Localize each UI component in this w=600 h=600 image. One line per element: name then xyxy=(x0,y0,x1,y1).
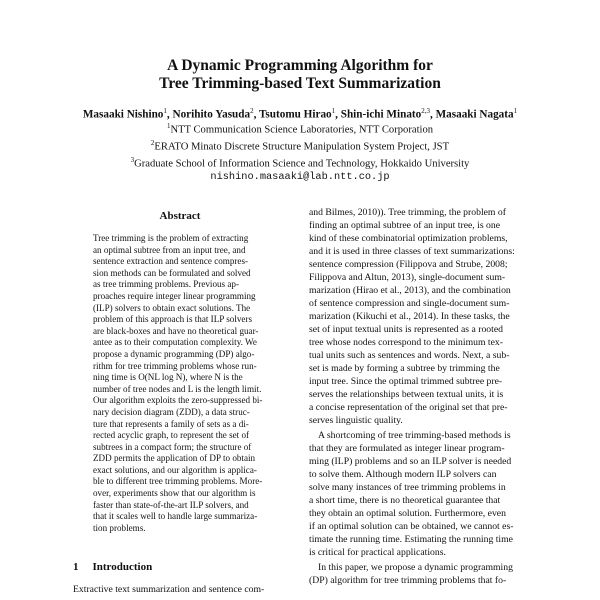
section-title: Introduction xyxy=(92,561,153,573)
affiliation-mark: 1 xyxy=(166,122,171,130)
abstract-line: over, experiments show that our algorithm is xyxy=(93,488,256,499)
body-line: sentence compression (Filippova and Strube, 2008; xyxy=(309,259,508,270)
abstract-line: ble to different tree trimming problems. More- xyxy=(93,476,263,487)
title-line-2: Tree Trimming-based Text Summarization xyxy=(159,75,441,92)
abstract-line: an optimal subtree from an input tree, and xyxy=(93,244,246,255)
body-line: set of input textual units is represented as a rooted xyxy=(309,324,503,335)
author-name: Shin-ichi Minato xyxy=(340,108,422,121)
body-line: tual units such as sentences and words. Next, a sub- xyxy=(309,350,510,361)
affiliation-list xyxy=(30,120,570,185)
abstract-line: exact solutions, and our algorithm is applica- xyxy=(93,464,257,475)
body-line: serves linguistic quality. xyxy=(309,415,403,426)
author-list: Masaaki Nishino$^1$, Norihito Yasuda$^2$, Tsutomu Hirao$^1$, Shin-ichi Minato$^{2,3}$, Masaaki Nagata$^1$ xyxy=(82,107,518,121)
affiliation xyxy=(30,154,570,171)
abstract-line: faster than state-of-the-art ILP solvers, and xyxy=(93,499,249,510)
abstract-line: (ILP) solvers to obtain exact solutions. The xyxy=(93,302,251,313)
affiliation-mark: 3 xyxy=(130,156,135,165)
body-line: serves the relationships between textual units, it is xyxy=(309,389,504,400)
abstract-line: as tree trimming problems. Previous ap- xyxy=(93,279,239,290)
body-line: and it is used in three classes of text summarizations: xyxy=(309,246,515,257)
author-affiliation-mark: 1 xyxy=(163,107,167,115)
author-affiliation-mark: 1 xyxy=(331,107,336,115)
abstract-line: nary decision diagram (ZDD), a data struc- xyxy=(93,406,250,417)
body-line: input tree. Since the optimal trimmed subtree pre- xyxy=(309,376,503,387)
abstract-line: propose a dynamic programming (DP) algo- xyxy=(93,348,255,359)
body-line: ming (ILP) problems and so an ILP solver is needed xyxy=(309,456,512,467)
body-line: they obtain an optimal solution. Furthermore, even xyxy=(309,508,506,519)
abstract-heading: Abstract xyxy=(159,210,201,222)
abstract-line: rected acyclic graph, to represent the set of xyxy=(93,430,250,441)
body-line: marization (Kikuchi et al., 2014). In these tasks, the xyxy=(309,311,510,322)
affiliation-text: ERATO Minato Discrete Structure Manipulation System Project, JST xyxy=(154,141,450,153)
affiliation-mark: 2 xyxy=(150,139,155,148)
abstract-line: problem of this approach is that ILP solvers xyxy=(93,314,253,325)
body-line: that they are formulated as integer linear program- xyxy=(309,443,505,454)
body-line: A shortcoming of tree trimming-based methods is xyxy=(318,430,511,441)
body-line: marization (Hirao et al., 2013), and the combination xyxy=(309,285,511,296)
body-line: finding an optimal subtree of an input tree, is one xyxy=(309,220,501,231)
author-name: Masaaki Nishino xyxy=(82,108,164,121)
abstract-line: ture that represents a family of sets as a di- xyxy=(93,418,249,429)
right-column-text xyxy=(309,206,531,587)
author-name: Norihito Yasuda xyxy=(172,108,251,121)
affiliation-text: NTT Communication Science Laboratories, NTT Corporation xyxy=(170,124,434,136)
abstract-line: Our algorithm exploits the zero-suppressed bi- xyxy=(93,395,263,406)
abstract-line: are black-boxes and have no theoretical guar- xyxy=(93,325,259,336)
abstract-line: tion problems. xyxy=(93,522,146,533)
affiliation xyxy=(30,120,570,137)
abstract-line: number of tree nodes and L is the length limit. xyxy=(93,383,262,394)
abstract-line: sion methods can be formulated and solved xyxy=(93,267,251,278)
body-line: set is made by forming a subtree by trimming the xyxy=(309,363,500,374)
body-line: to solve them. Although modern ILP solvers can xyxy=(309,469,497,480)
author-affiliation-mark: 1 xyxy=(513,107,518,115)
body-line: kind of these combinatorial optimization problems, xyxy=(309,233,508,244)
body-line: solve many instances of tree trimming problems in xyxy=(309,482,506,493)
body-line: is critical for practical applications. xyxy=(309,547,446,558)
title-line-1: A Dynamic Programming Algorithm for xyxy=(167,57,433,74)
section-number: 1 xyxy=(73,561,79,573)
section-heading-introduction xyxy=(73,561,152,573)
abstract-line: rithm for tree trimming problems whose run- xyxy=(93,360,257,371)
introduction-text: Extractive text summarization and sentence com- xyxy=(73,584,265,595)
body-line: of sentence compression and single-document sum- xyxy=(309,298,510,309)
affiliation xyxy=(30,137,570,154)
author-affiliation-mark: 2,3 xyxy=(421,107,430,115)
body-line: In this paper, we propose a dynamic programming xyxy=(318,562,513,573)
body-line: if an optimal solution can be obtained, we cannot es- xyxy=(309,521,514,532)
body-line: tree whose nodes correspond to the minimum tex- xyxy=(309,337,503,348)
paper-title xyxy=(60,57,540,93)
author-affiliation-mark: 2 xyxy=(250,107,254,115)
abstract-line: ZDD permits the application of DP to obtain xyxy=(93,453,256,464)
abstract-line: sentence extraction and sentence compres- xyxy=(93,256,249,267)
affiliation-text: Graduate School of Information Science and Technology, Hokkaido University xyxy=(134,158,470,170)
abstract-line: that it scales well to handle large summariza- xyxy=(93,511,258,522)
abstract-line: antee as to their computation complexity. We xyxy=(93,337,257,348)
abstract-text xyxy=(93,233,281,534)
abstract-line: proaches require integer linear programming xyxy=(93,290,256,301)
author-name: Tsutomu Hirao xyxy=(259,108,332,121)
abstract-line: Tree trimming is the problem of extracting xyxy=(93,233,249,243)
body-line: timate the running time. Estimating the running time xyxy=(309,534,513,545)
author-email[interactable]: nishino.masaaki@lab.ntt.co.jp xyxy=(210,171,390,184)
body-line: Filippova and Altun, 2013), single-document sum- xyxy=(309,272,506,283)
body-line: a short time, there is no theoretical guarantee that xyxy=(309,495,501,506)
abstract-line: ning time is O(NL log N), where N is the xyxy=(93,372,243,383)
author-name: Masaaki Nagata xyxy=(435,108,514,121)
abstract-line: subtrees in a compact form; the structure of xyxy=(93,441,252,452)
body-line: and Bilmes, 2010)). Tree trimming, the problem of xyxy=(309,207,506,218)
body-line: (DP) algorithm for tree trimming problems that fo- xyxy=(309,575,507,586)
body-line: a concise representation of the original set that pre- xyxy=(309,402,508,413)
